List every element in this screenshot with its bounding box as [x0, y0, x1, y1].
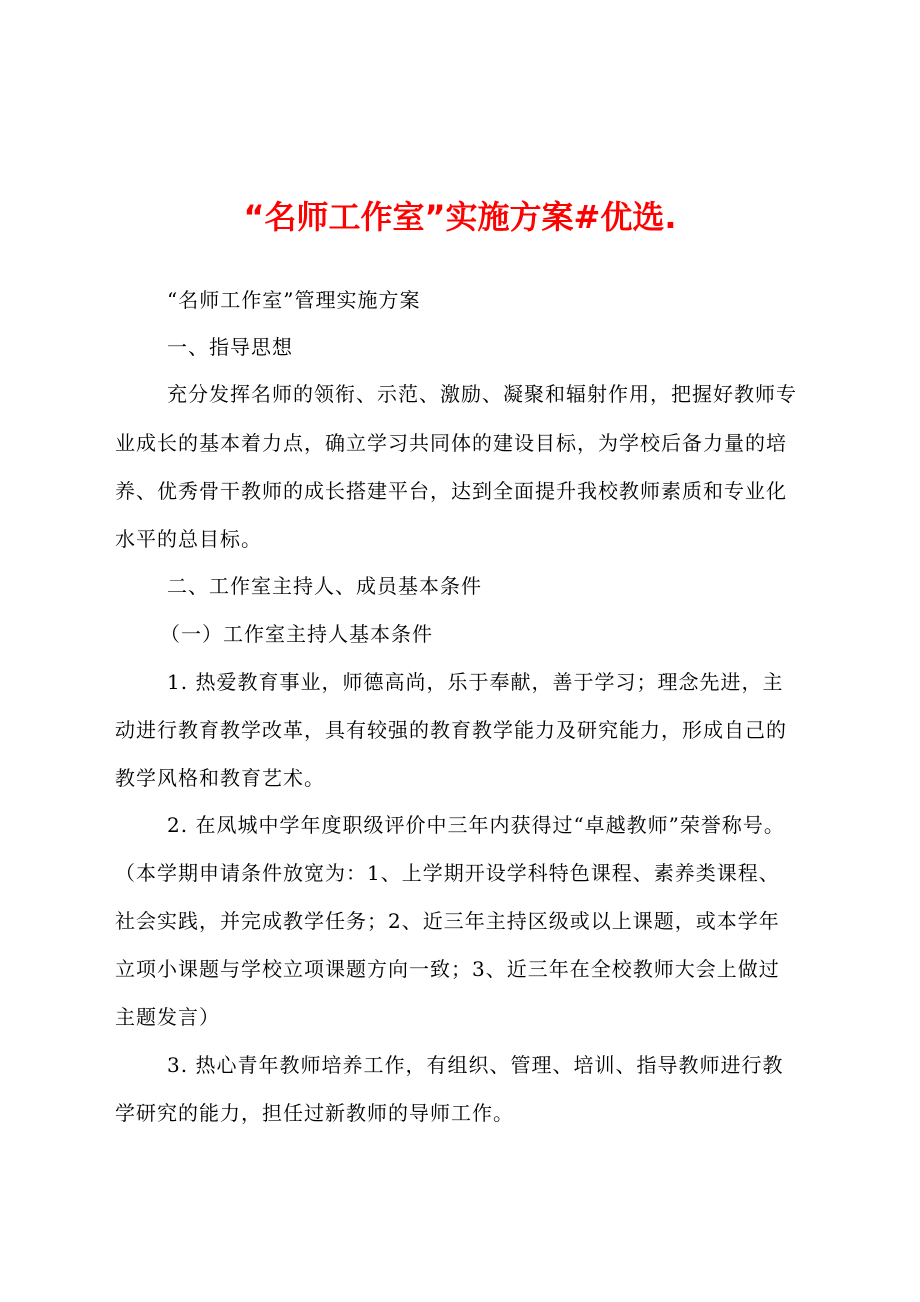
- body-line: 2. 在凤城中学年度职级评价中三年内获得过“卓越教师”荣誉称号。: [167, 813, 785, 837]
- subsection-heading: （一）工作室主持人基本条件: [160, 622, 433, 646]
- body-line-subtitle: “名师工作室”管理实施方案: [167, 288, 421, 312]
- document-title: “名师工作室”实施方案#优选.: [243, 198, 677, 236]
- section-heading-1: 一、指导思想: [167, 335, 293, 359]
- body-line: 水平的总目标。: [115, 527, 262, 551]
- body-line: 教学风格和教育艺术。: [115, 766, 325, 790]
- section-heading-2: 二、工作室主持人、成员基本条件: [167, 574, 482, 598]
- body-line: 学研究的能力，担任过新教师的导师工作。: [115, 1101, 514, 1125]
- body-line: 充分发挥名师的领衔、示范、激励、凝聚和辐射作用，把握好教师专: [167, 382, 797, 406]
- body-line: （本学期申请条件放宽为：1、上学期开设学科特色课程、素养类课程、: [115, 861, 780, 885]
- body-line: 立项小课题与学校立项课题方向一致；3、近三年在全校教师大会上做过: [115, 957, 780, 981]
- body-line: 社会实践，并完成教学任务；2、近三年主持区级或以上课题，或本学年: [115, 909, 780, 933]
- body-line: 主题发言）: [115, 1005, 220, 1029]
- body-line: 动进行教育教学改革，具有较强的教育教学能力及研究能力，形成自己的: [115, 718, 787, 742]
- body-line: 业成长的基本着力点，确立学习共同体的建设目标，为学校后备力量的培: [115, 431, 787, 455]
- body-line: 3. 热心青年教师培养工作，有组织、管理、培训、指导教师进行教: [167, 1053, 784, 1077]
- body-line: 养、优秀骨干教师的成长搭建平台，达到全面提升我校教师素质和专业化: [115, 479, 787, 503]
- body-line: 1. 热爱教育事业，师德高尚，乐于奉献，善于学习；理念先进，主: [167, 670, 784, 694]
